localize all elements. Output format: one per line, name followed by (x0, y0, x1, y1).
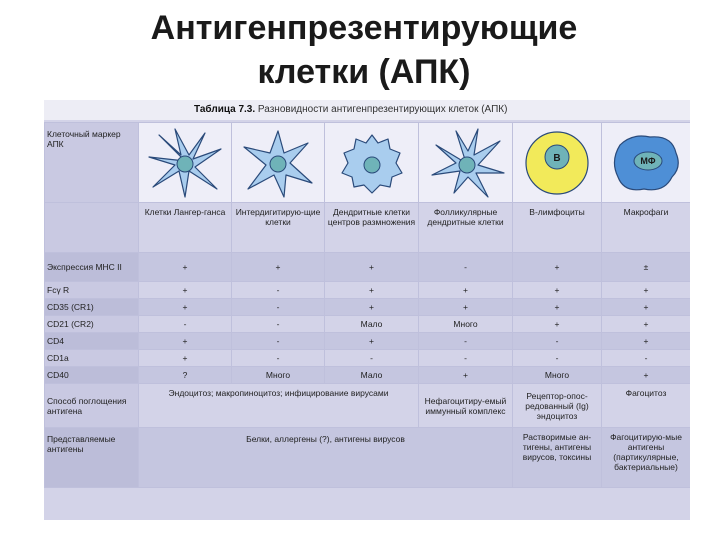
marker-value: + (419, 367, 513, 384)
marker-row (45, 282, 691, 299)
cell-image-row (45, 123, 691, 203)
marker-value: + (602, 316, 691, 333)
marker-row-label: Экспрессия МНС II (45, 253, 139, 282)
uptake-label: Способ поглощения антигена (45, 384, 139, 428)
marker-value: + (602, 282, 691, 299)
marker-value: + (513, 253, 602, 282)
marker-value: + (325, 282, 419, 299)
marker-value: Много (513, 367, 602, 384)
marker-row-label: CD1a (45, 350, 139, 367)
cell-name: B-лимфоциты (513, 203, 602, 253)
uptake-b-cell-value: Рецептор-опос-редованный (Ig) эндоцитоз (513, 384, 602, 428)
marker-header: Клеточный маркер АПК (45, 123, 139, 203)
marker-row (45, 316, 691, 333)
uptake-follicular-value: Нефагоцитиру-емый иммунный комплекс (419, 384, 513, 428)
marker-value: + (513, 299, 602, 316)
marker-value: - (325, 350, 419, 367)
marker-value: Мало (325, 367, 419, 384)
marker-row-label: CD35 (CR1) (45, 299, 139, 316)
germinal-center-dendritic-cell-icon (325, 123, 419, 203)
cell-name-header (45, 203, 139, 253)
follicular-dendritic-cell-icon (419, 123, 513, 203)
marker-value: + (139, 299, 232, 316)
macrophage-label: МФ (640, 155, 656, 166)
marker-row-label: Fcγ R (45, 282, 139, 299)
marker-row (45, 253, 691, 282)
marker-value: ? (139, 367, 232, 384)
marker-row (45, 299, 691, 316)
b-lymphocyte-icon (513, 123, 602, 203)
cell-name: Макрофаги (602, 203, 691, 253)
marker-value: - (232, 299, 325, 316)
interdigitating-cell-icon (232, 123, 325, 203)
antigens-row (45, 428, 691, 488)
marker-value: - (419, 350, 513, 367)
marker-row (45, 333, 691, 350)
macrophage-icon (602, 123, 691, 203)
cell-name-row (45, 203, 691, 253)
marker-row (45, 367, 691, 384)
antigens-macrophage-value: Фагоцитирую-мые антигены (партикулярные, бактериальные) (602, 428, 691, 488)
marker-value: + (419, 282, 513, 299)
marker-value: Много (419, 316, 513, 333)
marker-row (45, 350, 691, 367)
cell-name: Клетки Лангер-ганса (139, 203, 232, 253)
caption-number: Таблица 7.3. (194, 104, 256, 115)
marker-value: - (513, 333, 602, 350)
antigens-b-cell-value: Растворимые ан-тигены, антигены вирусов, токсины (513, 428, 602, 488)
cell-name: Фолликулярные дендритные клетки (419, 203, 513, 253)
marker-value: + (139, 350, 232, 367)
apc-table (44, 122, 690, 488)
uptake-dendritic-value: Эндоцитоз; макропиноцитоз; инфицирование вирусами (139, 384, 419, 428)
uptake-macrophage-value: Фагоцитоз (602, 384, 691, 428)
marker-value: + (602, 299, 691, 316)
marker-value: - (232, 350, 325, 367)
marker-value: + (325, 253, 419, 282)
marker-value: + (139, 333, 232, 350)
antigens-dendritic-value: Белки, аллергены (?), антигены вирусов (139, 428, 513, 488)
marker-value: - (602, 350, 691, 367)
cell-name: Дендритные клетки центров размножения (325, 203, 419, 253)
marker-value: + (602, 333, 691, 350)
page-title (0, 6, 720, 94)
marker-value: - (419, 333, 513, 350)
marker-value: Мало (325, 316, 419, 333)
b-cell-label: B (553, 152, 561, 164)
marker-value: - (232, 333, 325, 350)
marker-value: - (513, 350, 602, 367)
marker-row-label: CD21 (CR2) (45, 316, 139, 333)
title-line-1: Антигенпрезентирующие (150, 9, 578, 47)
apc-table-figure (44, 100, 690, 520)
antigens-label: Представляемые антигены (45, 428, 139, 488)
marker-value: + (513, 316, 602, 333)
marker-value: - (139, 316, 232, 333)
marker-value: Много (232, 367, 325, 384)
cell-name: Интердигитирую-щие клетки (232, 203, 325, 253)
marker-row-label: CD40 (45, 367, 139, 384)
marker-value: - (232, 282, 325, 299)
marker-value: - (232, 316, 325, 333)
marker-value: + (419, 299, 513, 316)
marker-value: + (139, 282, 232, 299)
table-caption (44, 100, 690, 120)
marker-value: - (419, 253, 513, 282)
marker-row-label: CD4 (45, 333, 139, 350)
marker-value: + (513, 282, 602, 299)
marker-value: + (602, 367, 691, 384)
marker-value: + (325, 333, 419, 350)
langerhans-cell-icon (139, 123, 232, 203)
marker-value: + (139, 253, 232, 282)
title-line-2: клетки (АПК) (257, 53, 471, 91)
caption-text: Разновидности антигенпрезентирующих клеток (АПК) (257, 104, 508, 115)
marker-value: + (325, 299, 419, 316)
marker-value: ± (602, 253, 691, 282)
uptake-row (45, 384, 691, 428)
marker-value: + (232, 253, 325, 282)
